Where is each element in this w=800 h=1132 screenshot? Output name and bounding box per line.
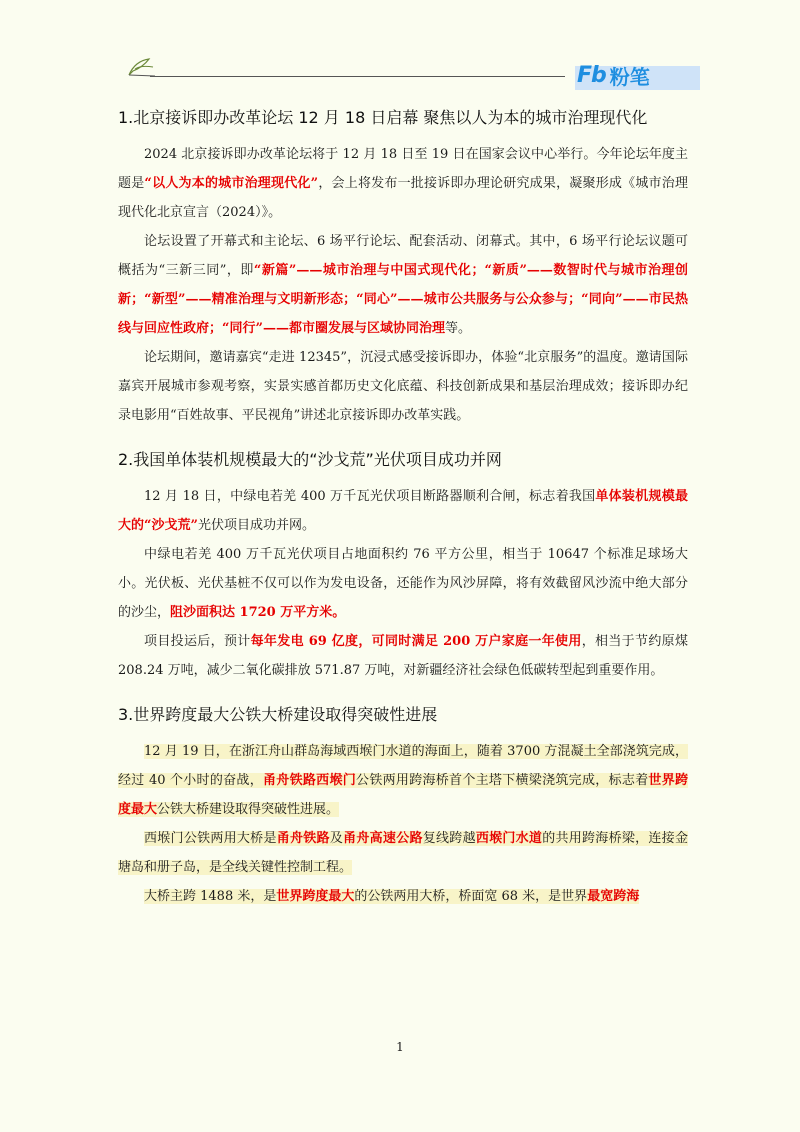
page-header bbox=[0, 0, 800, 100]
body-text: ，会上将发布一批接诉即办理论研究成果，凝聚形成《城市治理现代化北京宣言（2024）》。 bbox=[118, 176, 688, 220]
body-text: 论坛设置了开幕式和主论坛、6 场平行论坛、配套活动、闭幕式。其中，6 场平行论坛议题可概括为“三新三同”，即 bbox=[118, 234, 688, 278]
body-text: 及 bbox=[329, 831, 344, 846]
body-text: 12 月 18 日，中绿电若羌 400 万千瓦光伏项目断路器顺利合闸，标志着我国 bbox=[144, 489, 596, 504]
paragraph bbox=[118, 227, 688, 343]
body-text: 12 月 19 日，在浙江舟山群岛海域西堠门水道的海面上，随着 3700 方混凝土全部浇筑完成，经过 40 个小时的奋战， bbox=[118, 744, 688, 788]
emphasis-text: 甬舟铁路西堠门 bbox=[263, 773, 357, 788]
body-text: 光伏项目成功并网。 bbox=[197, 518, 315, 533]
body-text: 的公铁两用大桥，桥面宽 68 米，是世界 bbox=[354, 889, 588, 904]
body-text: 等。 bbox=[444, 321, 471, 336]
paragraph bbox=[118, 737, 688, 824]
emphasis-text: 最宽跨海 bbox=[587, 889, 640, 904]
emphasis-text: 单体装机规模最大的“沙戈荒” bbox=[118, 489, 688, 533]
emphasis-text: 每年发电 69 亿度，可同时满足 200 万户家庭一年使用 bbox=[250, 634, 582, 649]
paragraph bbox=[118, 824, 688, 882]
emphasis-text: 世界跨度最大 bbox=[276, 889, 355, 904]
body-text: 大桥主跨 1488 米，是 bbox=[144, 889, 277, 904]
body-text: 公铁大桥建设取得突破性进展。 bbox=[157, 802, 340, 817]
body-text: 西堠门公铁两用大桥是 bbox=[144, 831, 277, 846]
body-text: 复线跨越 bbox=[422, 831, 476, 846]
emphasis-text: 阻沙面积达 1720 万平方米。 bbox=[170, 605, 346, 620]
section-title: 2.我国单体装机规模最大的“沙戈荒”光伏项目成功并网 bbox=[118, 450, 502, 469]
logo-text: 粉笔 bbox=[609, 64, 650, 89]
paragraph bbox=[118, 140, 688, 227]
emphasis-text: 甬舟铁路 bbox=[276, 831, 330, 846]
emphasis-text: 甬舟高速公路 bbox=[343, 831, 423, 846]
paragraph bbox=[118, 540, 688, 627]
emphasis-text: “以人为本的城市治理现代化” bbox=[144, 176, 319, 191]
paragraph bbox=[118, 343, 688, 430]
body-text: 中绿电若羌 400 万千瓦光伏项目占地面积约 76 平方公里，相当于 10647 个标准足球场大小。光伏板、光伏基桩不仅可以作为发电设备，还能作为风沙屏障，将有效截留风沙流中绝大部分的沙尘， bbox=[118, 547, 688, 620]
paragraph bbox=[118, 882, 688, 911]
article-body bbox=[118, 102, 688, 911]
body-text: 项目投运后，预计 bbox=[144, 634, 251, 649]
emphasis-text: “新篇”——城市治理与中国式现代化；“新质”——数智时代与城市治理创新；“新型”——精准治理与文明新形态；“同心”——城市公共服务与公众参与；“同向”——市民热线与回应性政府；“同行”——都市圈发展与区域协同治理 bbox=[118, 263, 688, 336]
body-text: 论坛期间，邀请嘉宾“走进 12345”，沉浸式感受接诉即办，体验“北京服务”的温度。邀请国际嘉宾开展城市参观考察，实景实感首都历史文化底蕴、科技创新成果和基层治理成效；接诉即办纪录电影用“百姓故事、平民视角”讲述北京接诉即办改革实践。 bbox=[118, 350, 688, 423]
body-text: 公铁两用跨海桥首个主塔下横梁浇筑完成，标志着 bbox=[356, 773, 649, 788]
fenbi-logo bbox=[577, 62, 650, 88]
header-rule bbox=[150, 76, 565, 77]
body-text: 2024 北京接诉即办改革论坛将于 12 月 18 日至 19 日在国家会议中心举行。今年论坛年度主题是 bbox=[118, 147, 688, 191]
section-title: 1.北京接诉即办改革论坛 12 月 18 日启幕 聚焦以人为本的城市治理现代化 bbox=[118, 108, 648, 127]
paragraph bbox=[118, 627, 688, 685]
body-text: 的共用跨海桥梁，连接金塘岛和册子岛，是全线关键性控制工程。 bbox=[118, 831, 688, 875]
logo-mark: Fb bbox=[577, 62, 606, 88]
emphasis-text: 世界跨度最大 bbox=[118, 773, 688, 817]
section-title: 3.世界跨度最大公铁大桥建设取得突破性进展 bbox=[118, 705, 438, 724]
paragraph bbox=[118, 482, 688, 540]
page-number: 1 bbox=[396, 1040, 404, 1054]
body-text: ，相当于节约原煤 208.24 万吨，减少二氧化碳排放 571.87 万吨，对新疆经济社会绿色低碳转型起到重要作用。 bbox=[118, 634, 688, 678]
emphasis-text: 西堠门水道 bbox=[475, 831, 543, 846]
